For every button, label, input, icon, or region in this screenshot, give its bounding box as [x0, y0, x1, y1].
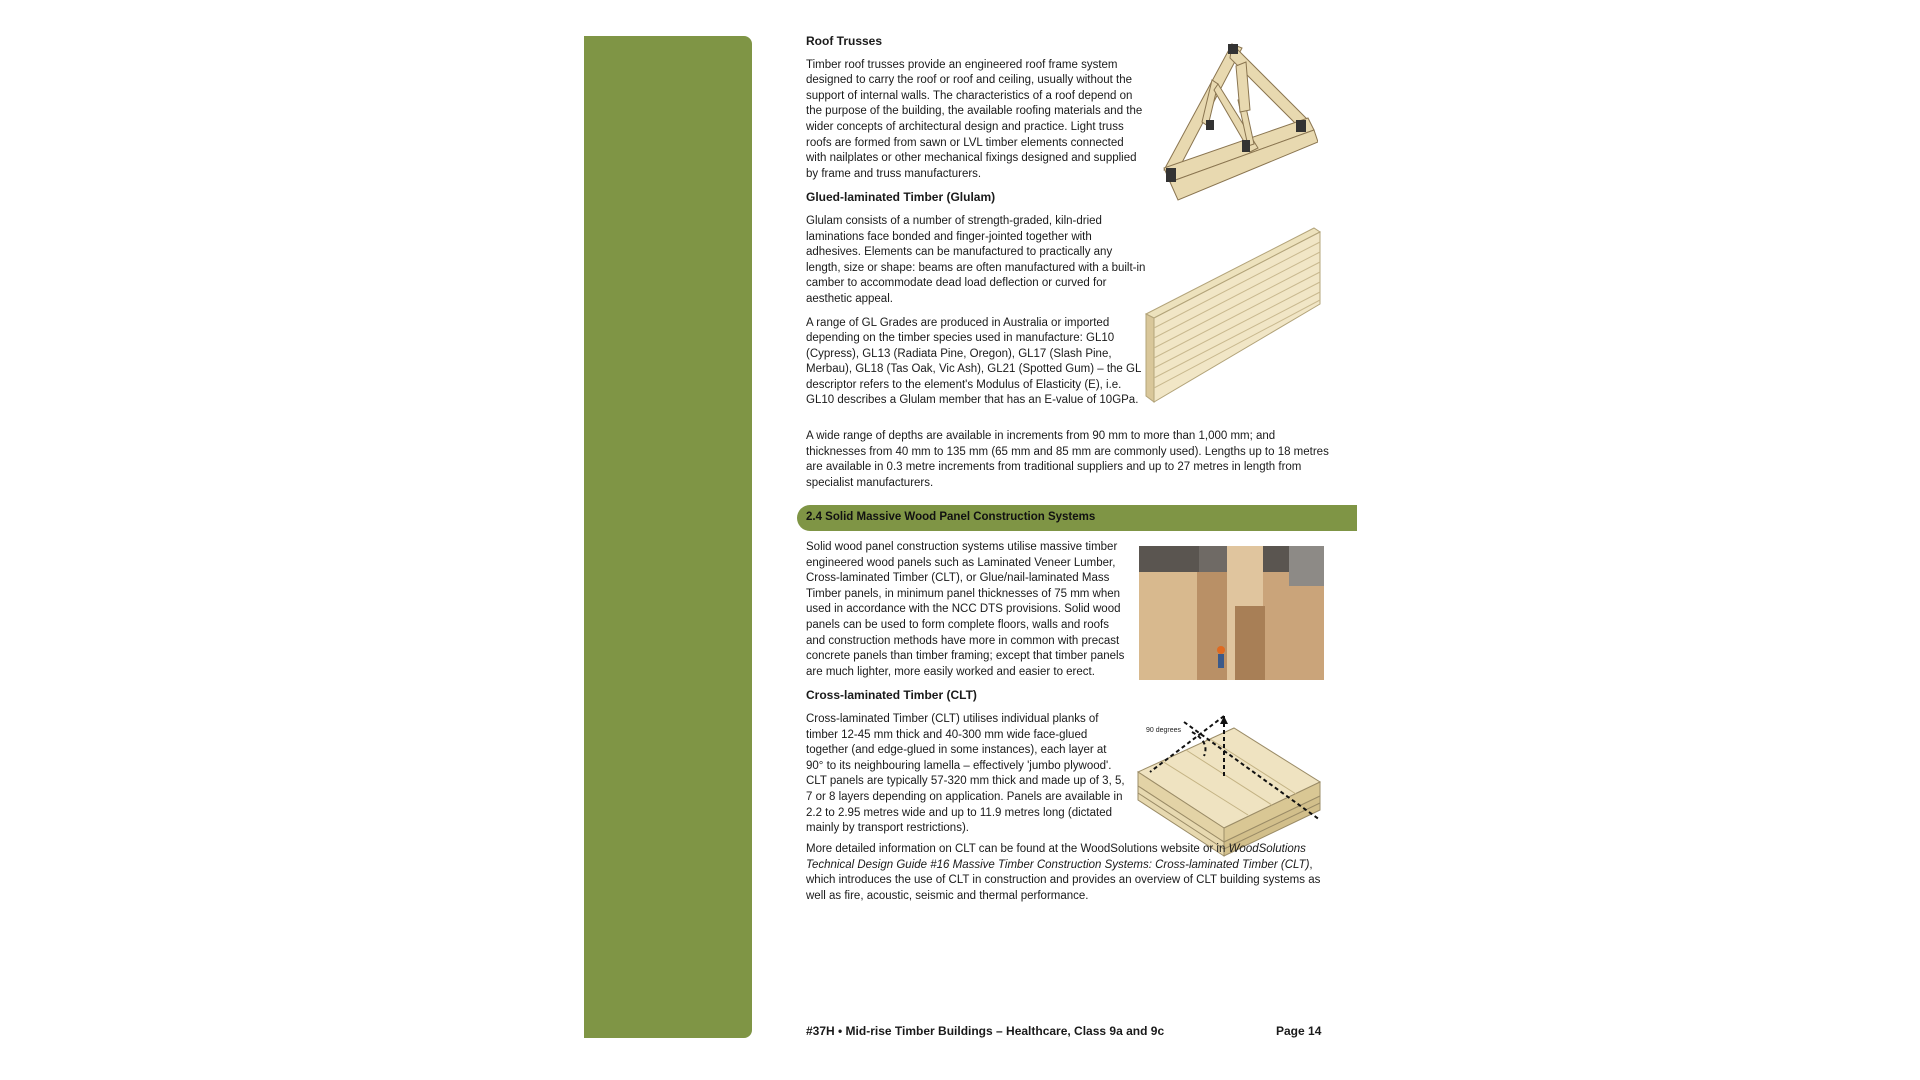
clt-heading: Cross-laminated Timber (CLT) [806, 688, 977, 703]
clt-layers-diagram [1134, 712, 1324, 860]
glulam-heading: Glued-laminated Timber (Glulam) [806, 190, 996, 205]
diagram-angle-label: 90 degrees [1146, 727, 1182, 734]
page-number: Page 14 [1276, 1024, 1322, 1038]
footer-title: #37H • Mid-rise Timber Buildings – Healthcare, Class 9a and 9c [806, 1024, 1165, 1038]
glulam-text-2: A range of GL Grades are produced in Australia or imported depending on the timber species used in manufacture: GL10 (Cypress), GL13 (Radiata Pine, Oregon), GL17 (Slash Pine, Merbau), GL18 (Tas Oak, Vic Ash), GL21 (Spotted Gum) – the GL descriptor refers to the element's Modulus of Elasticity (E), i.e. GL10 describes a Glulam member that has an E-value of 10GPa. [806, 316, 1141, 407]
glulam-sizes-section [806, 429, 1331, 499]
roof-trusses-heading: Roof Trusses [806, 34, 883, 48]
solid-wood-section [806, 540, 1126, 845]
clt-more-info [806, 842, 1326, 912]
solid-wood-text: Solid wood panel construction systems utilise massive timber engineered wood panels such as Laminated Veneer Lumber, Cross-laminated Timber (CLT), or Glue/nail-laminated Mass Timber panels, in minimum panel thicknesses of 75 mm when used in accordance with the NCC DTS provisions. Solid wood panels can be used to form complete floors, walls and roofs and construction methods have more in common with precast concrete panels than timber framing; except that timber panels are much lighter, more easily worked and easier to erect. [806, 541, 1125, 678]
section-heading-band [797, 505, 1357, 531]
clt-guide-reference: WoodSolutions Technical Design Guide #16 Massive Timber Construction Systems: Cross-laminated Timber (CLT) [806, 843, 1310, 871]
roof-trusses-text: Timber roof trusses provide an engineered roof frame system designed to carry the roof or roof and ceiling, usually without the support of internal walls. The characteristics of a roof depend on the purpose of the building, the available roofing materials and the wider concepts of architectural design and practice. Light truss roofs are formed from sawn or LVL timber elements connected with nailplates or other mechanical fixings designed and supplied by frame and truss manufacturers. [806, 58, 1143, 180]
glulam-beam-illustration [1142, 224, 1322, 404]
clt-construction-photo [1139, 546, 1324, 680]
roof-trusses-section [806, 34, 1146, 417]
glulam-text-3: A wide range of depths are available in increments from 90 mm to more than 1,000 mm; and thicknesses from 40 mm to 135 mm (65 mm and 85 mm are commonly used). Lengths up to 18 metres are available in 0.3 metre increments from traditional suppliers and up to 27 metres in length from specialist manufacturers. [806, 430, 1329, 489]
clt-text-2-end: , which introduces the use of CLT in construction and provides an overview of CLT building systems as well as fire, acoustic, seismic and thermal performance. [806, 858, 1321, 902]
clt-text-1: Cross-laminated Timber (CLT) utilises individual planks of timber 12-45 mm thick and 40-300 mm wide face-glued together (and edge-glued in some instances), each layer at 90° to its neighbouring lamella – effectively 'jumbo plywood'. CLT panels are typically 57-320 mm thick and made up of 3, 5, 7 or 8 layers depending on application. Panels are available in 2.2 to 2.95 metres wide and up to 11.9 metres long (dictated mainly by transport restrictions). [806, 712, 1125, 835]
section-title: 2.4 Solid Massive Wood Panel Construction Systems [806, 511, 1096, 523]
green-sidebar [584, 36, 752, 1038]
glulam-text-1: Glulam consists of a number of strength-graded, kiln-dried laminations face bonded and finger-jointed together with adhesives. Elements can be manufactured to practically any length, size or shape: beams are often manufactured with a built-in camber to accommodate dead load deflection or curved for aesthetic appeal. [806, 214, 1146, 305]
roof-truss-illustration [1158, 40, 1318, 210]
clt-text-2-start: More detailed information on CLT can be found at the WoodSolutions website or in [806, 843, 1229, 855]
